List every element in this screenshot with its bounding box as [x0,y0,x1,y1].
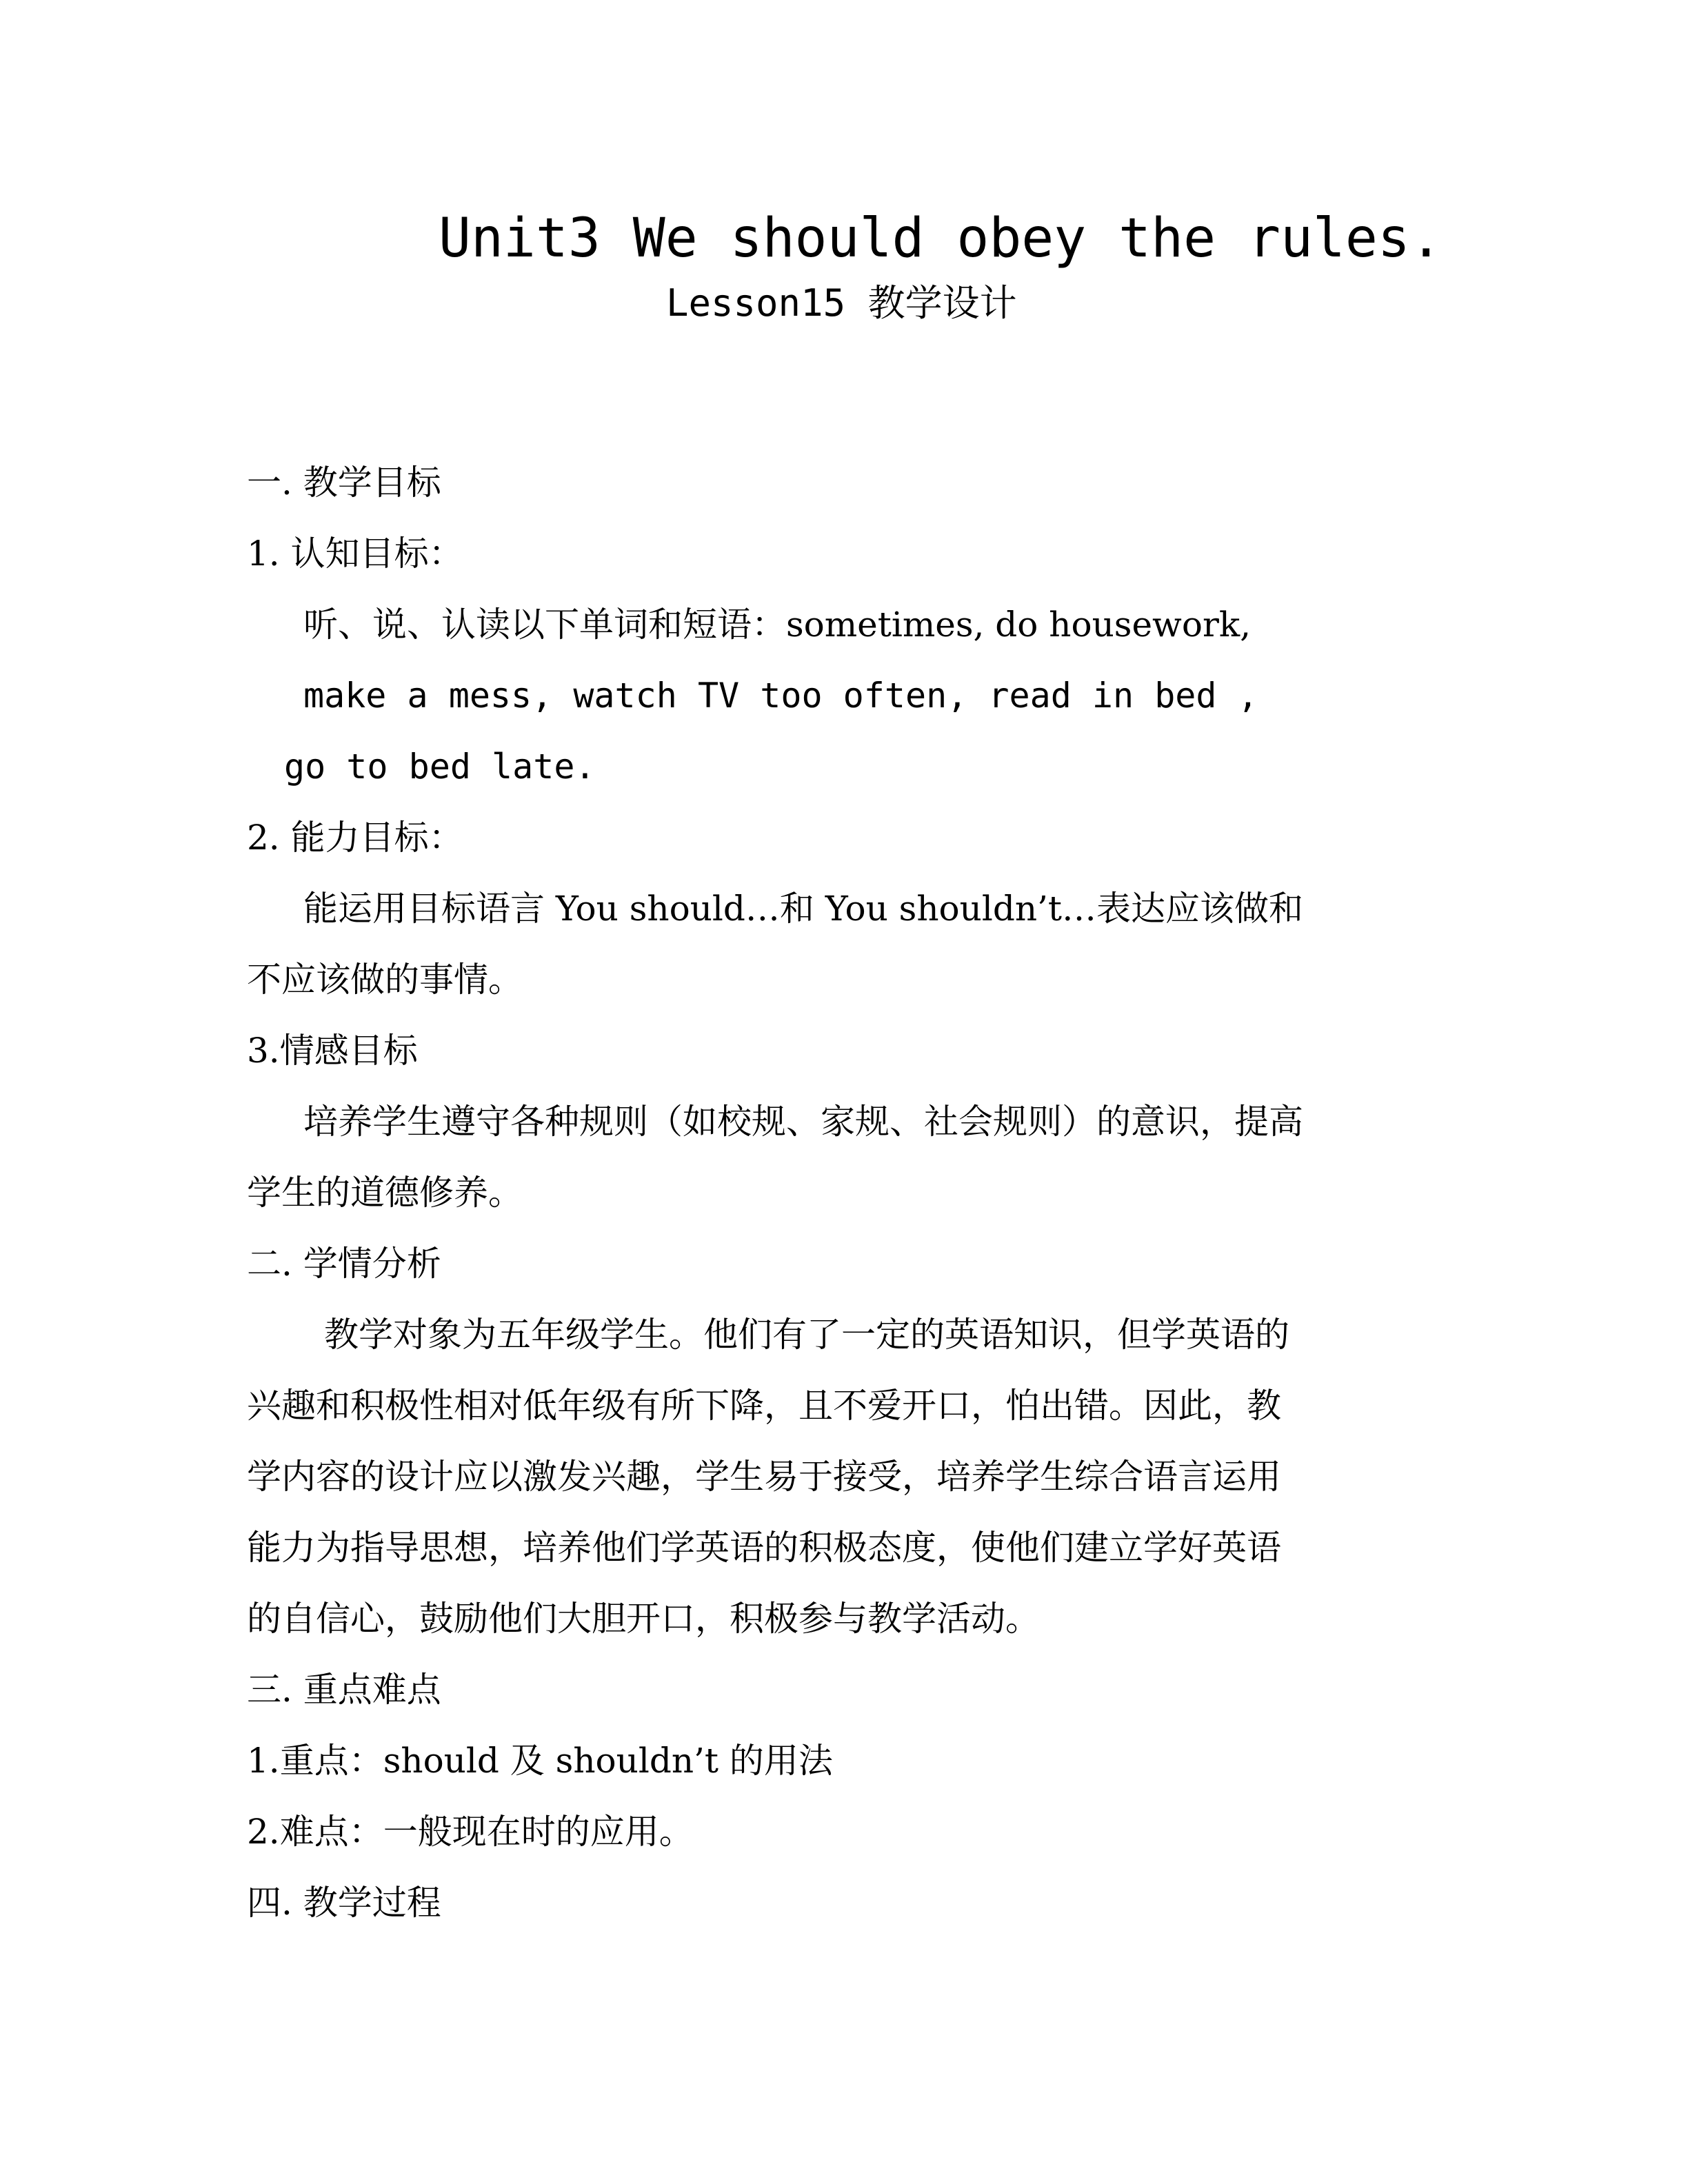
document-subtitle: Lesson15 教学设计 [666,281,1017,325]
paragraph-ability-line-1: 能运用目标语言 You should…和 You shouldn’t…表达应该做和 [303,889,1304,929]
paragraph-vocabulary-line-1: 听、说、认读以下单词和短语：sometimes, do housework, [303,605,1252,645]
section-heading-student-analysis: 二. 学情分析 [247,1244,441,1284]
paragraph-emotional-line-1: 培养学生遵守各种规则（如校规、家规、社会规则）的意识，提高 [303,1102,1303,1142]
paragraph-vocabulary-line-2: make a mess, watch TV too often, read in bed , [303,676,1258,716]
section-heading-key-points: 三. 重点难点 [247,1670,441,1710]
subheading-emotional-goals: 3.情感目标 [247,1031,418,1071]
paragraph-emotional-line-2: 学生的道德修养。 [247,1173,523,1213]
subheading-cognitive-goals: 1. 认知目标： [247,534,463,574]
key-point-item: 1.重点：should 及 shouldn’t 的用法 [247,1741,833,1781]
paragraph-analysis-line-5: 的自信心，鼓励他们大胆开口，积极参与教学活动。 [247,1599,1040,1639]
paragraph-analysis-line-4: 能力为指导思想，培养他们学英语的积极态度，使他们建立学好英语 [247,1528,1281,1568]
paragraph-analysis-line-3: 学内容的设计应以激发兴趣，学生易于接受，培养学生综合语言运用 [247,1457,1281,1497]
section-heading-objectives: 一. 教学目标 [247,463,441,503]
paragraph-vocabulary-line-3: go to bed late. [284,747,596,787]
difficult-point-item: 2.难点：一般现在时的应用。 [247,1812,694,1852]
paragraph-analysis-line-1: 教学对象为五年级学生。他们有了一定的英语知识，但学英语的 [324,1315,1289,1355]
section-heading-teaching-process: 四. 教学过程 [247,1883,441,1923]
paragraph-analysis-line-2: 兴趣和积极性相对低年级有所下降，且不爱开口，怕出错。因此，教 [247,1386,1281,1426]
subheading-ability-goals: 2. 能力目标： [247,818,463,858]
document-title: Unit3 We should obey the rules. [439,208,1443,270]
paragraph-ability-line-2: 不应该做的事情。 [247,960,523,1000]
